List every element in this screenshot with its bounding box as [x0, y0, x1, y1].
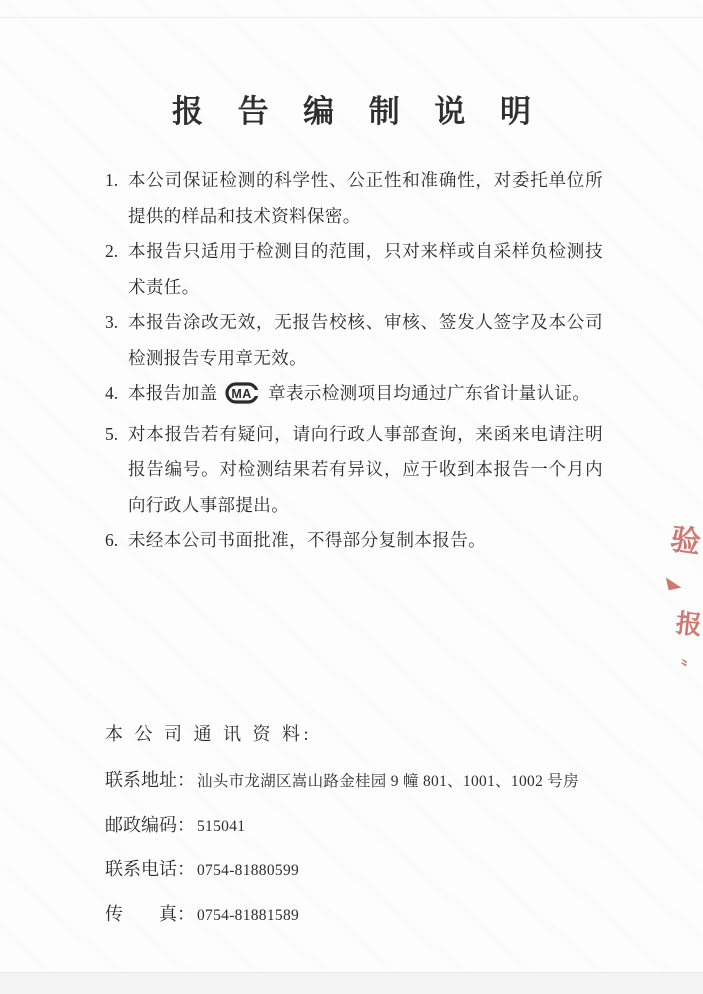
note-item-5 — [105, 417, 603, 524]
note-text: 本公司保证检测的科学性、公正性和准确性，对委托单位所提供的样品和技术资料保密。 — [128, 170, 603, 226]
note-text: 本报告只适用于检测目的范围，只对来样或自采样负检测技术责任。 — [128, 241, 603, 297]
note-number: 5. — [105, 423, 119, 444]
contact-row-4 — [105, 900, 625, 926]
contact-label: 联系电话： — [105, 859, 195, 879]
note-item-3 — [105, 305, 603, 376]
contact-row-1 — [105, 766, 625, 792]
stamp-fragment-glyph: 〟 — [681, 651, 698, 668]
note-text: 对本报告若有疑问，请向行政人事部查询，来函来电请注明报告编号。对检测结果若有异议，应于收到本报告一个月内向行政人事部提出。 — [128, 423, 603, 515]
contact-label: 传 真： — [105, 903, 195, 924]
note-number: 2. — [105, 241, 119, 261]
scan-edge-top-line — [0, 17, 703, 18]
contact-value: 0754-81880599 — [197, 862, 300, 879]
scan-edge-bottom-band — [0, 972, 703, 994]
note-number: 3. — [105, 312, 119, 332]
note-number: 1. — [105, 170, 119, 190]
contact-label: 邮政编码： — [105, 814, 195, 835]
contact-row-2 — [105, 811, 625, 837]
contact-section — [105, 720, 625, 944]
stamp-fragment-glyph: 报 — [674, 608, 703, 641]
stamp-fragment-glyph: 验 — [668, 523, 703, 560]
contact-value: 汕头市龙湖区嵩山路金桂园 9 幢 801、1001、1002 号房 — [197, 773, 579, 790]
notes-list — [105, 163, 603, 559]
note-number: 6. — [105, 530, 119, 550]
stamp-fragment-glyph: ◣ — [665, 570, 682, 593]
note-item-1 — [105, 163, 603, 234]
contact-label: 联系地址： — [105, 770, 195, 790]
note-item-6 — [105, 523, 603, 559]
cma-certification-seal-icon — [225, 381, 260, 417]
contact-heading: 本 公 司 通 讯 资 料: — [105, 724, 313, 744]
contact-value: 0754-81881589 — [197, 906, 300, 924]
note-item-4 — [105, 376, 603, 417]
page-title: 报 告 编 制 说 明 — [171, 94, 545, 129]
note-item-2 — [105, 234, 603, 305]
contact-rows — [105, 766, 625, 926]
note-text: 本报告涂改无效，无报告校核、审核、签发人签字及本公司检测报告专用章无效。 — [128, 312, 603, 368]
contact-value: 515041 — [197, 817, 246, 835]
note-text: 本报告加盖 MA 章表示检测项目均通过广东省计量认证。 — [128, 383, 590, 403]
note-number: 4. — [105, 383, 119, 403]
note-text: 未经本公司书面批准，不得部分复制本报告。 — [128, 530, 486, 550]
contact-row-3 — [105, 855, 625, 881]
svg-text:MA: MA — [231, 386, 252, 401]
